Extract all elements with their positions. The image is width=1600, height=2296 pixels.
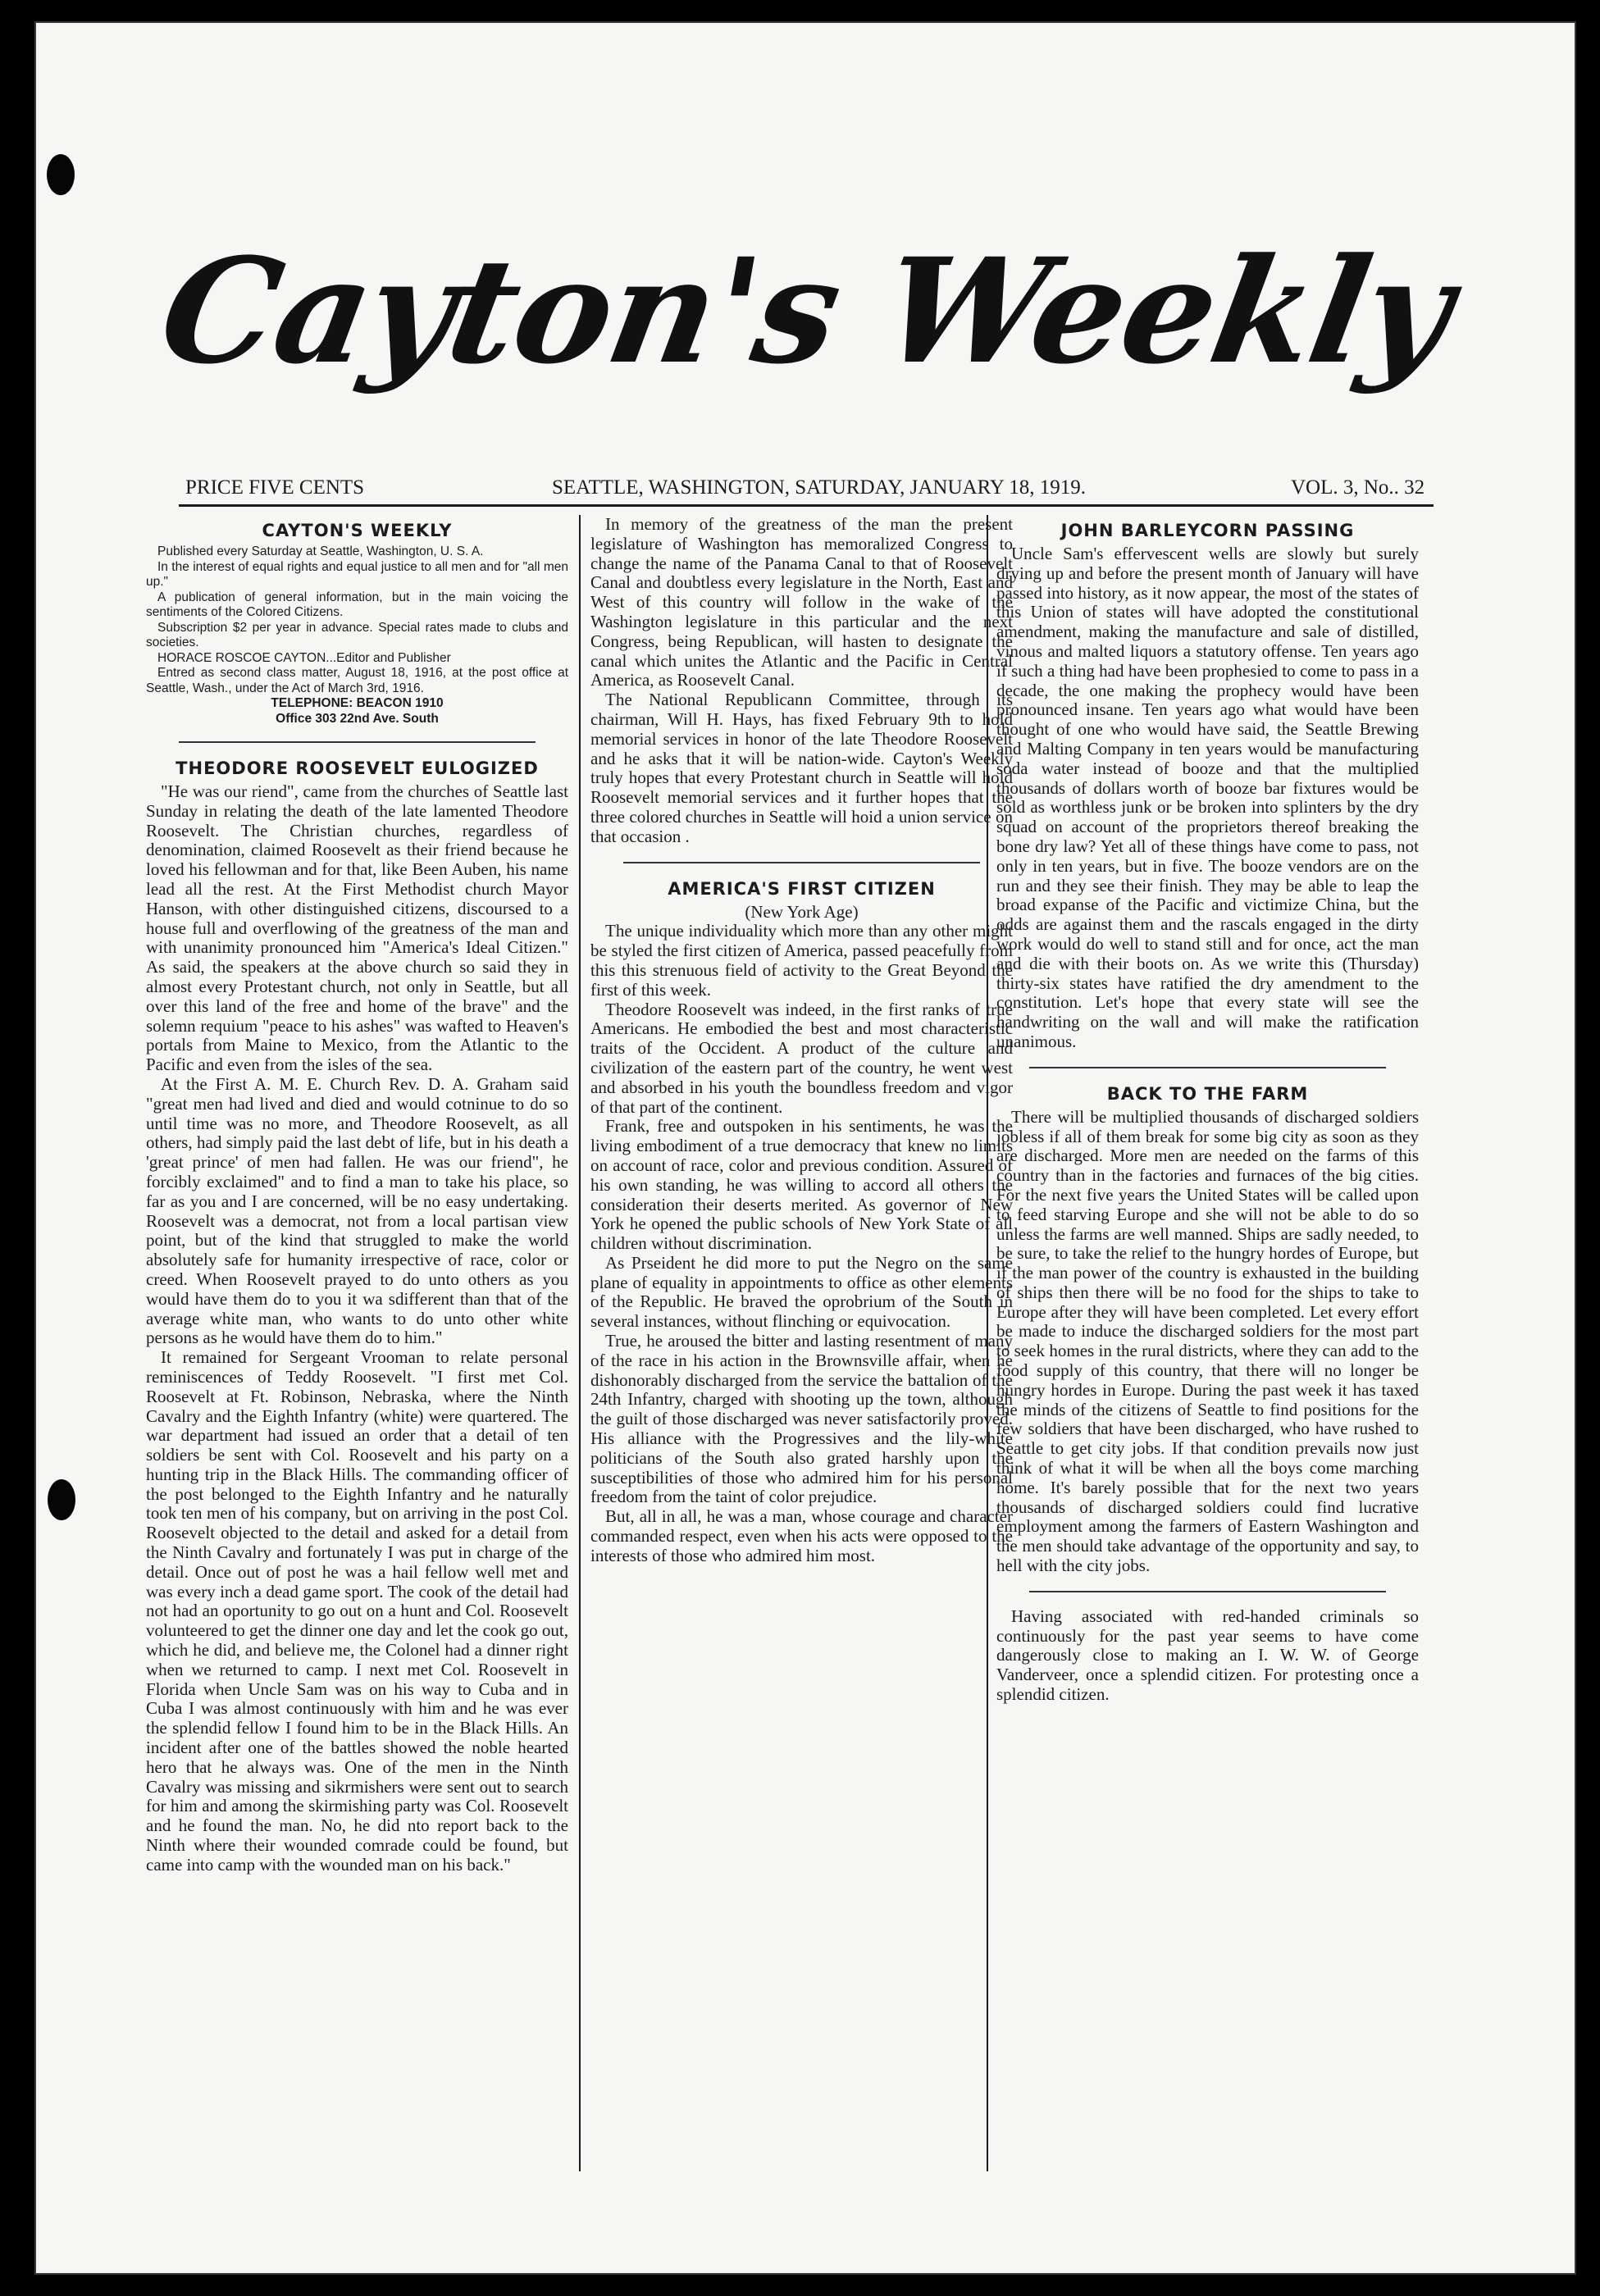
punch-hole-bottom — [48, 1479, 75, 1520]
separator — [179, 741, 536, 743]
america-paragraph: The unique individuality which more than any other might be styled the first citizen of America, passed peacefully from this this strenuous field of activity to the Great Beyond the first of this week. — [590, 921, 1013, 1000]
america-paragraph: Theodore Roosevelt was indeed, in the first ranks of true Americans. He embodied the best and most characteristic traits of the Occident. A product of the culture and civilization of the eastern part of the country, he went west and absorbed in his youth the boundless freedom and vigor of that part of the continent. — [590, 999, 1013, 1117]
column-1 — [146, 515, 568, 2229]
farm-paragraph: There will be multiplied thousands of discharged soldiers jobless if all of them break for some big city as soon as they are discharged. More men are needed on the farms of this country than in the factories and furnaces of the big cities. For the next five years the United States will be called upon to feed starving Europe and she will not be able to do so unless the farms are well manned. Ships are sadly needed, to be sure, to take the relief to the hungry hordes of Europe, but if the man power of the country is exhausted in the building of ships then there will be no food for the ships to take to Europe after they will have been completed. Let every effort be made to induce the discharged soldiers for the most part to seek homes in the rural districts, where they can add to the food supply of this country, that there will no longer be hungry hordes in Europe. During the past week it has taxed the minds of the citizens of Seattle to find positions for the few soldiers that have been discharged, who have rushed to Seattle to get city jobs. If that condition prevails now just think of what it will be when all the boys come marching home. It's barely possible that for the next two years thousands of discharged soldiers could find lucrative employment among the farmers of Eastern Washington and the men should take advantage of the opportunity and say, to hell with the city jobs. — [996, 1106, 1419, 1576]
punch-hole-top — [47, 154, 75, 195]
america-source: (New York Age) — [745, 901, 859, 922]
info-line: Entred as second class matter, August 18, 1916, at the post office at Seattle, Wash., under the Act of March 3rd, 1916. — [146, 666, 568, 695]
dateline-rule — [179, 504, 1434, 507]
info-box — [146, 520, 568, 727]
column-3 — [996, 515, 1419, 2229]
office-address: Office 303 22nd Ave. South — [276, 711, 439, 726]
info-box-title: CAYTON'S WEEKLY — [262, 521, 453, 540]
america-headline: AMERICA'S FIRST CITIZEN — [668, 878, 936, 899]
info-line: Subscription $2 per year in advance. Special rates made to clubs and societies. — [146, 620, 568, 649]
info-line: A publication of general information, but in the main voicing the sentiments of the Colored Citizens. — [146, 590, 568, 619]
separator — [623, 862, 980, 863]
column-divider-1 — [579, 515, 581, 2171]
farm-headline: BACK TO THE FARM — [1106, 1083, 1309, 1104]
column-2 — [590, 515, 1013, 2229]
telephone: TELEPHONE: BEACON 1910 — [271, 696, 444, 710]
america-paragraph: True, he aroused the bitter and lasting resentment of many of the race in his action in the Brownsville affair, when he dishonorably discharged from the service the battalion of the 24th Infantry, charged with shooting up the town, although the guilt of those discharged was never satisfactorily proved. His alliance with the Progressives and the lily-white politicians of the South also grated harshly upon the susceptibilities of those who admired him for his personal freedom from the taint of color prejudice. — [590, 1331, 1013, 1507]
roosevelt-paragraph: It remained for Sergeant Vrooman to relate personal reminiscences of Teddy Roosevelt. "I first met Col. Roosevelt at Ft. Robinson, Nebraska, where the Ninth Cavalry and the Eighth Infantry (white) were quartered. The war department had issued an order that a detail of ten soldiers be sent with Col. Roosevelt and his party on a hunting trip in the Black Hills. The commanding officer of the post belonged to the Eighth Infantry and he naturally took ten men of his company, but on arriving in the post Col. Roosevelt objected to the detail and asked for a detail from the Ninth Cavalry and fortunately I was put in charge of the detail. Once out of post he was a hail fellow well met and was every inch a dead game sport. The cook of the detail had not had an oportunity to go out on a hunt and Col. Roosevelt volunteered to get the dinner one day and let the cook go out, which he did, and believe me, the Colonel had a dinner right when we returned to camp. I next met Col. Roosevelt in Florida when Uncle Sam was on his way to Cuba and in Cuba I was almost continuously with him and he was ever the splendid fellow I found him to be in the Black Hills. An incident after one of the battles showed the noble hearted hero that he always was. One of the men in the Ninth Cavalry was missing and sikrmishers were sent out to search for him and among the skirmishing party was Col. Roosevelt and he found the man. No, he did nto report back to the Ninth where their wounded comrade could be found, but came into camp with the wounded man on his back." — [146, 1347, 568, 1875]
dateline — [146, 474, 1425, 502]
america-paragraph: Frank, free and outspoken in his sentiments, he was the living embodiment of a true democracy that knew no limits on account of race, color and previous condition. Assured of his own standing, he was willing to accord all others the consideration their deserts merited. As governor of New York he opened the public schools of New York State of all children without discrimination. — [590, 1116, 1013, 1254]
vanderveer-note: Having associated with red-handed criminals so continuously for the past year seems to have come dangerously close to making an I. W. W. of George Vanderveer, once a splendid citizen. For protesting once a splendid citizen. — [996, 1606, 1419, 1705]
america-paragraph: As Prseident he did more to put the Negro on the same plane of equality in appointments to office as other elements of the Republic. He braved the oprobrium of the South in several instances, without flinching or equivocation. — [590, 1252, 1013, 1332]
volume-number: VOL. 3, No.. 32 — [1291, 476, 1425, 499]
roosevelt-paragraph: At the First A. M. E. Church Rev. D. A. Graham said "great men had lived and died and would cotninue to do so until time was no more, and Theodore Roosevelt, as all others, had simply paid the last debt of life, but in his death a 'great prince' of men had fallen. He was our friend", he forcibly exclaimed" and to find a man to take his place, so far as you and I are concerned, will be no easy undertaking. Roosevelt was a democrat, not from a local partisan view point, but of the kind that struggled to make the world absolutely safe for humanity irrespective of race, color or creed. When Roosevelt prayed to do unto others as you would have them do to you it wa sdifferent than that of the average white man, who wants to do unto other white persons as he would have them do to him." — [146, 1073, 568, 1348]
info-line: Published every Saturday at Seattle, Washington, U. S. A. — [157, 544, 484, 558]
place-date: SEATTLE, WASHINGTON, SATURDAY, JANUARY 18, 1919. — [552, 476, 1086, 499]
roosevelt-headline: THEODORE ROOSEVELT EULOGIZED — [175, 758, 539, 778]
barleycorn-paragraph: Uncle Sam's effervescent wells are slowly but surely drying up and before the present month of January will have passed into history, as it now appear, the most of the states of this Union of states will have adopted the constitutional amendment, making the manufacture and sale of distilled, vinous and malted liquors a statutory offense. Ten years ago if such a thing had have been prophesied to come to pass in a decade, the one making the prophecy would have been pronounced insane. Ten years ago what would have been thought of one who would have said, the Seattle Brewing and Malting Company in ten years would be manufacturing soda water instead of booze and that the multiplied thousands of dollars worth of booze bar fixtures would be sold as worthless junk or be broken into splinters by the dry squad on account of the proprietors thereof breaking the bone dry law? Yet all of these things have come to pass, not only in ten years, but in five. The booze vendors are on the run and they see their finish. They may be able to leap the broad expanse of the Pacific and victimize China, but the odds are against them and the rascals engaged in the dirty work would do well to stand still and for once, act the man and die with their boots on. As we write this (Thursday) thirty-six states have ratified the dry amendment to the constitution. Let's hope that every state will see the handwriting on the wall and will make the ratification unanimous. — [996, 544, 1419, 1051]
america-paragraph: But, all in all, he was a man, whose courage and character commanded respect, even when his acts were opposed to the interests of those who admired him most. — [590, 1506, 1013, 1565]
roosevelt-paragraph: The National Republicann Committee, through its chairman, Will H. Hays, has fixed February 9th to hold memorial services in honor of the late Theodore Roosevelt and he asks that it will be nation-wide. Cayton's Weekly truly hopes that every Protestant church in Seattle will hold Roosevelt memorial services and it further hopes that the three colored churches in Seattle will hoid a union service on that occasion . — [590, 690, 1013, 846]
info-line: HORACE ROSCOE CAYTON...Editor and Publisher — [157, 650, 451, 665]
info-line: In the interest of equal rights and equal justice to all men and for "all men up." — [146, 559, 568, 589]
price: PRICE FIVE CENTS — [185, 476, 365, 499]
separator — [1029, 1591, 1386, 1592]
roosevelt-paragraph: In memory of the greatness of the man the present legislature of Washington has memoralized Congress to change the name of the Panama Canal to that of Roosevelt Canal and doubtless every legislature in the North, East and West of this country will follow in the wake of the Washington legislature in this particular and the next Congress, being Republican, will hasten to designate the canal which unites the Atlantic and the Pacific in Central America, as Roosevelt Canal. — [590, 515, 1013, 690]
roosevelt-paragraph: "He was our riend", came from the churches of Seattle last Sunday in relating the death of the late lamented Theodore Roosevelt. The Christian churches, regardless of denomination, claimed Roosevelt as their friend because he loved his fellowman and for that, like Been Auben, his name lead all the rest. At the First Methodist church Mayor Hanson, with other distinguished citizens, discoursed to a house full and overflowing of the greatness of the man and with unanimity pronounced him "America's Ideal Citizen." As said, the speakers at the above church so said they in almost every Protestant church, not only in Seattle, but all over this land of the free and home of the brave" and the solemn requium "peace to his ashes" was wafted to Heaven's portals from Maine to Mexico, from the Atlantic to the Pacific and even from the isles of the sea. — [146, 781, 568, 1075]
separator — [1029, 1067, 1386, 1068]
masthead-title: Cayton's Weekly — [148, 226, 1463, 396]
barleycorn-headline: JOHN BARLEYCORN PASSING — [1060, 521, 1355, 540]
